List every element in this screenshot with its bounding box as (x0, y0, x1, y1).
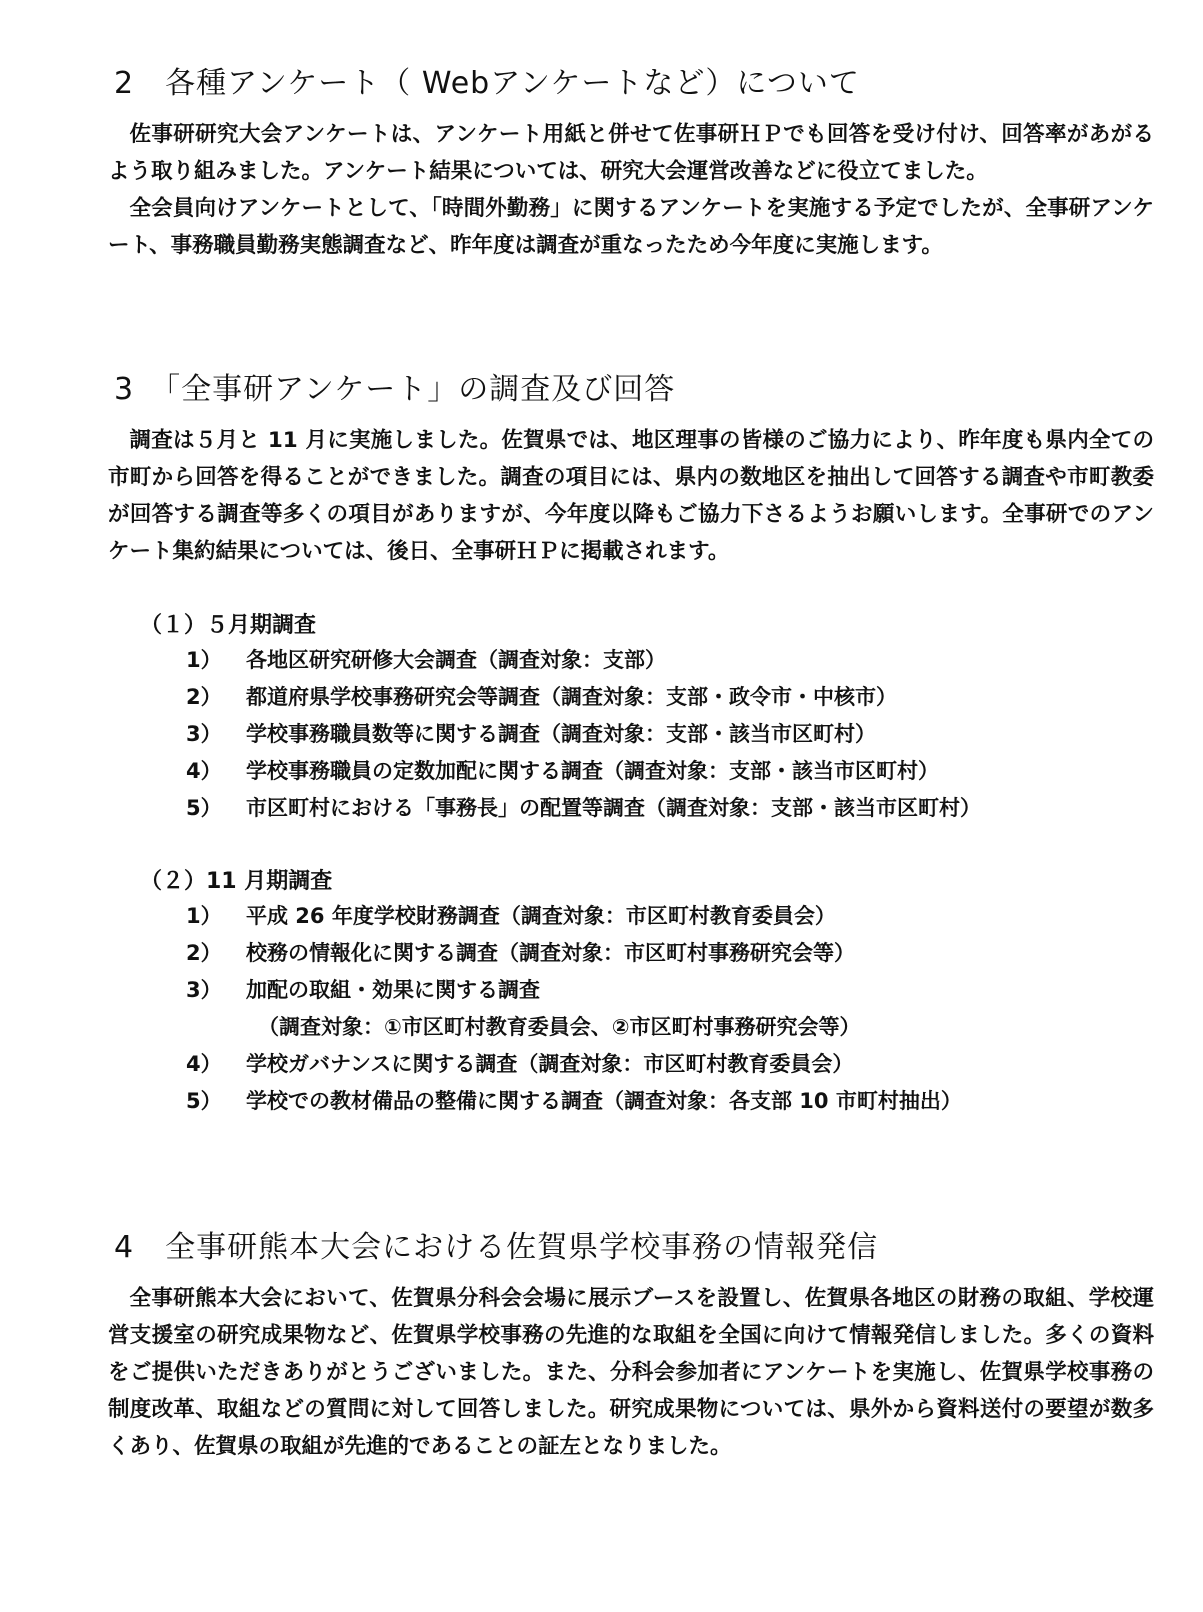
section-body-4 (108, 1280, 1154, 1465)
list-item (186, 972, 962, 1009)
item-number: 5） (186, 1089, 222, 1113)
section-heading-3: 3 「全事研アンケート」の調査及び回答 (114, 372, 676, 407)
paragraph: 調査は５月と 11 月に実施しました。佐賀県では、地区理事の皆様のご協力により、昨年度も県内全ての市町から回答を得ることができました。調査の項目には、県内の数地区を抽出して回答する調査や市町教委が回答する調査等多くの項目がありますが、今年度以降もご協力下さるようお願いします。全事研でのアンケート集約結果については、後日、全事研ＨＰに掲載されます。 (108, 428, 1154, 564)
survey-list-november (186, 898, 962, 1120)
list-item (186, 716, 981, 753)
item-text: 都道府県学校事務研究会等調査（調査対象：支部・政令市・中核市） (246, 685, 897, 709)
list-item (186, 935, 962, 972)
list-item (186, 898, 962, 935)
item-text: 学校での教材備品の整備に関する調査（調査対象：各支部 10 市町村抽出） (246, 1089, 962, 1113)
section-body-2 (108, 116, 1154, 264)
item-text: 平成 26 年度学校財務調査（調査対象：市区町村教育委員会） (246, 904, 836, 928)
list-item (186, 753, 981, 790)
subsection-title-may: （１）５月期調査 (140, 613, 317, 638)
paragraph: 全会員向けアンケートとして、「時間外勤務」に関するアンケートを実施する予定でしたが、全事研アンケート、事務職員勤務実態調査など、昨年度は調査が重なったため今年度に実施します。 (108, 196, 1154, 258)
item-number: 2） (186, 685, 222, 709)
item-number: 3） (186, 978, 222, 1002)
item-text: 各地区研究研修大会調査（調査対象：支部） (246, 648, 666, 672)
list-item (186, 679, 981, 716)
list-item-continuation (186, 1009, 962, 1046)
list-item (186, 790, 981, 827)
subsection-title-november: （２）11 月期調査 (140, 869, 333, 894)
item-number: 3） (186, 722, 222, 746)
item-text: 学校事務職員の定数加配に関する調査（調査対象：支部・該当市区町村） (246, 759, 939, 783)
item-number: 4） (186, 759, 222, 783)
item-text: 学校事務職員数等に関する調査（調査対象：支部・該当市区町村） (246, 722, 876, 746)
item-number: 4） (186, 1052, 222, 1076)
list-item (186, 1046, 962, 1083)
section-body-3 (108, 422, 1154, 570)
item-number: 2） (186, 941, 222, 965)
section-heading-4: 4 全事研熊本大会における佐賀県学校事務の情報発信 (114, 1230, 879, 1265)
item-number: 5） (186, 796, 222, 820)
list-item (186, 1083, 962, 1120)
item-text: 校務の情報化に関する調査（調査対象：市区町村事務研究会等） (246, 941, 855, 965)
paragraph: 佐事研研究大会アンケートは、アンケート用紙と併せて佐事研ＨＰでも回答を受け付け、回答率があがるよう取り組みました。アンケート結果については、研究大会運営改善などに役立てました。 (108, 122, 1154, 184)
item-text: 加配の取組・効果に関する調査 (246, 978, 540, 1002)
item-number: 1） (186, 904, 222, 928)
item-number: 1） (186, 648, 222, 672)
paragraph: 全事研熊本大会において、佐賀県分科会会場に展示ブースを設置し、佐賀県各地区の財務の取組、学校運営支援室の研究成果物など、佐賀県学校事務の先進的な取組を全国に向けて情報発信しました。多くの資料をご提供いただきありがとうございました。また、分科会参加者にアンケートを実施し、佐賀県学校事務の制度改革、取組などの質問に対して回答しました。研究成果物については、県外から資料送付の要望が数多くあり、佐賀県の取組が先進的であることの証左となりました。 (108, 1286, 1154, 1459)
survey-list-may (186, 642, 981, 827)
item-text-continued: （調査対象：①市区町村教育委員会、②市区町村事務研究会等） (258, 1015, 861, 1039)
list-item (186, 642, 981, 679)
item-text: 市区町村における「事務長」の配置等調査（調査対象：支部・該当市区町村） (246, 796, 981, 820)
item-text: 学校ガバナンスに関する調査（調査対象：市区町村教育委員会） (246, 1052, 854, 1076)
section-heading-2: 2 各種アンケート（ Webアンケートなど）について (114, 66, 860, 101)
